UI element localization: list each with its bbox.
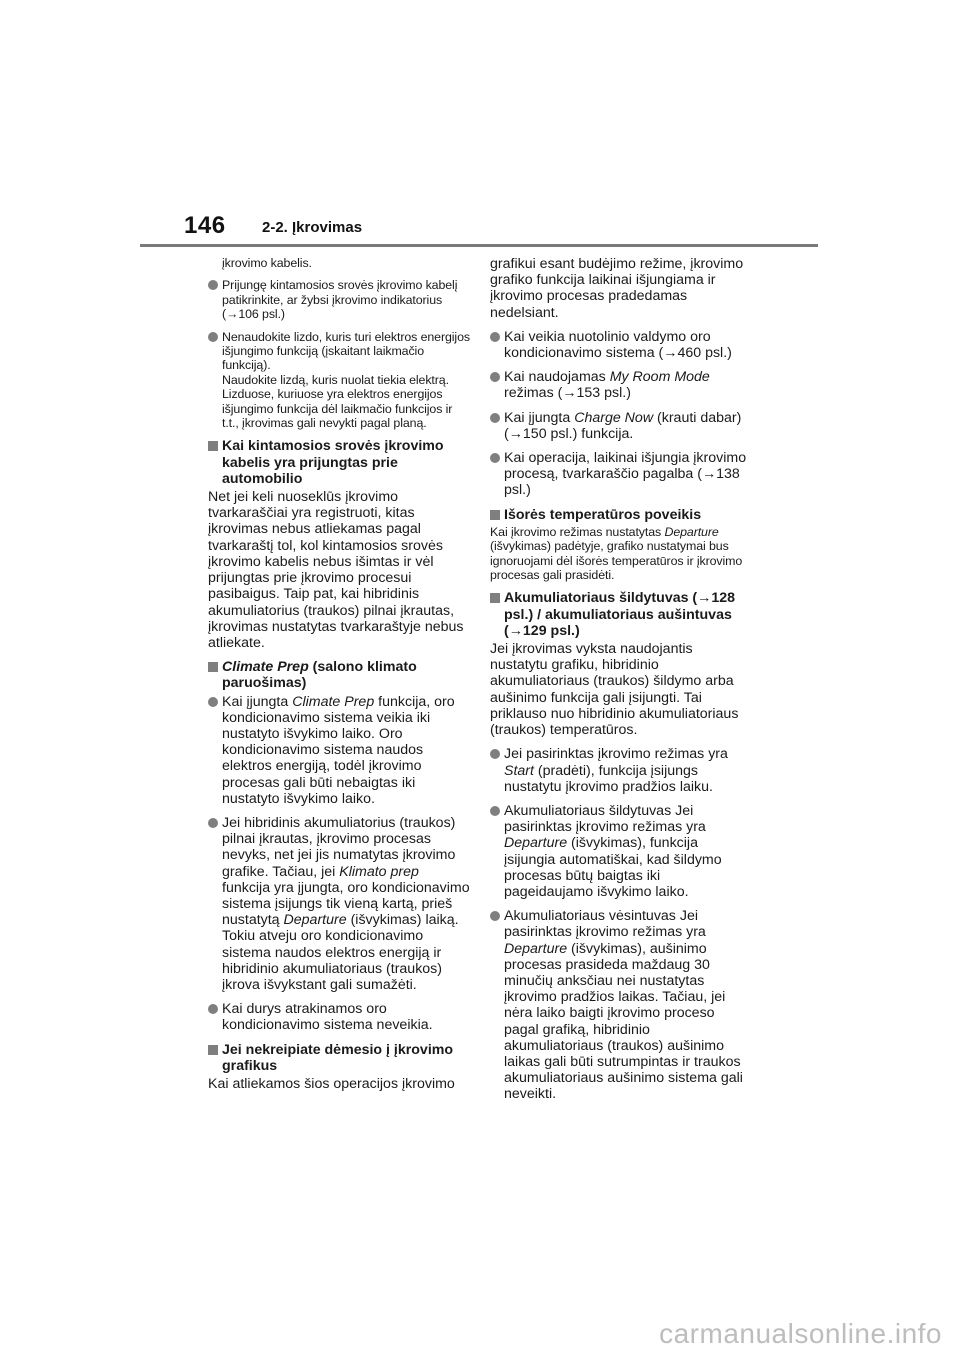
square-bullet-icon [208, 662, 218, 672]
bullet-dot-icon [490, 453, 500, 463]
subheading: Kai kintamosios srovės įkrovimo kabelis yra prijungtas prie automobilio [208, 438, 470, 487]
bullet-item: Kai operacija, laikinai išjungia įkrovimo procesą, tvarkaraščio pagalba (→138 psl.) [490, 450, 752, 499]
subheading: Jei nekreipiate dėmesio į įkrovimo grafikus [208, 1042, 470, 1074]
bullet-dot-icon [490, 413, 500, 423]
bullet-dot-icon [490, 806, 500, 816]
bullet-dot-icon [208, 818, 218, 828]
bullet-dot-icon [208, 1004, 218, 1014]
header-rule [140, 244, 818, 247]
bullet-item: Kai naudojamas My Room Mode režimas (→153 psl.) [490, 369, 752, 401]
bullet-dot-icon [490, 372, 500, 382]
bullet-item: Kai įjungta Climate Prep funkcija, oro kondicionavimo sistema veikia iki nustatyto išvykimo laiko. Oro kondicionavimo sistema naudos elektros energiją, todėl įkrovimo procesas gali būti nebaigtas iki nustatyto išvykimo laiko. [208, 694, 470, 807]
paragraph: Net jei keli nuoseklūs įkrovimo tvarkaraščiai yra registruoti, kitas įkrovimas nebus atliekamas pagal tvarkaraštį tol, kol kintamosios srovės įkrovimo kabelis nebus išimtas ir vėl prijungtas prie įkrovimo procesui pasibaigus. Taip pat, kai hibridinis akumuliatorius (traukos) pilnai įkrautas, įkrovimas nustatytas tvarkaraštyje nebus atliekate. [208, 489, 464, 651]
bullet-dot-icon [208, 332, 218, 342]
bullet-text: Nenaudokite lizdo, kuris turi elektros energijos išjungimo funkciją (įskaitant laikmačio funkciją). [222, 329, 470, 373]
left-column [208, 256, 470, 1092]
section-title: 2-2. Įkrovimas [262, 219, 363, 236]
bullet-item: Kai durys atrakinamos oro kondicionavimo sistema neveikia. [208, 1001, 470, 1033]
page-number: 146 [184, 212, 226, 239]
bullet-item: Akumuliatoriaus šildytuvas Jei pasirinktas įkrovimo režimas yra Departure (išvykimas), funkcija įsijungia automatiškai, kad šildymo procesas būtų baigtas iki pageidaujamo išvykimo laiko. [490, 803, 752, 900]
bullet-item: Jei pasirinktas įkrovimo režimas yra Start (pradėti), funkcija įsijungs nustatytu įkrovimo pradžios laiku. [490, 746, 752, 795]
page-header [0, 212, 960, 246]
bullet-item: Akumuliatoriaus vėsintuvas Jei pasirinktas įkrovimo režimas yra Departure (išvykimas), aušinimo procesas prasideda maždaug 30 minučių anksčiau nei nustatytas įkrovimo pradžios laikas. Tačiau, jei nėra laiko baigti įkrovimo proceso pagal grafiką, hibridinio akumuliatoriaus (traukos) aušinimo laikas gali būti sutrumpintas ir traukos akumuliatoriaus aušinimo sistema gali neveikti. [490, 908, 752, 1102]
right-column [490, 256, 752, 1111]
square-bullet-icon [490, 593, 500, 603]
bullet-item [208, 330, 470, 431]
bullet-item: Kai įjungta Charge Now (krauti dabar) (→150 psl.) funkcija. [490, 410, 752, 442]
bullet-item [208, 278, 470, 321]
bullet-item: Kai veikia nuotolinio valdymo oro kondicionavimo sistema (→460 psl.) [490, 329, 752, 361]
bullet-text: Prijungę kintamosios srovės įkrovimo kabelį patikrinkite, ar žybsi įkrovimo indikatorius (→106 psl.) [222, 278, 458, 322]
paragraph: Kai įkrovimo režimas nustatytas Departure (išvykimas) padėtyje, grafiko nustatymai bus ignoruojami dėl išorės temperatūros ir įkrovimo procesas gali prasidėti. [490, 524, 743, 583]
subheading: Climate Prep (salono klimato paruošimas) [208, 659, 470, 691]
square-bullet-icon [490, 510, 500, 520]
bullet-dot-icon [208, 280, 218, 290]
continued-text: įkrovimo kabelis. [222, 256, 312, 270]
bullet-dot-icon [490, 332, 500, 342]
bullet-dot-icon [208, 697, 218, 707]
watermark: carmanualsonline.info [659, 1318, 942, 1349]
bullet-text: Naudokite lizdą, kuris nuolat tiekia elektrą. Lizduose, kuriuose yra elektros energijos išjungimo funkcija dėl laikmačio funkcijos ir t.t., įkrovimas gali nevykti pagal planą. [222, 372, 453, 431]
square-bullet-icon [208, 1045, 218, 1055]
bullet-dot-icon [490, 749, 500, 759]
subheading: Akumuliatoriaus šildytuvas (→128 psl.) / akumuliatoriaus aušintuvas (→129 psl.) [490, 590, 752, 639]
bullet-item: Jei hibridinis akumuliatorius (traukos) pilnai įkrautas, įkrovimo procesas nevyks, net jei jis numatytas įkrovimo grafike. Tačiau, jei Klimato prep funkcija yra įjungta, oro kondicionavimo sistema įsijungs tik vieną kartą, prieš nustatytą Departure (išvykimas) laiką. Tokiu atveju oro kondicionavimo sistema naudos elektros energiją ir hibridinio akumuliatoriaus (traukos) įkrova išvykstant gali sumažėti. [208, 815, 470, 993]
bullet-dot-icon [490, 911, 500, 921]
paragraph: Kai atliekamos šios operacijos įkrovimo [208, 1075, 455, 1092]
subheading: Išorės temperatūros poveikis [490, 507, 752, 523]
square-bullet-icon [208, 441, 218, 451]
paragraph: Jei įkrovimas vyksta naudojantis nustatytu grafiku, hibridinio akumuliatoriaus (traukos) šildymo arba aušinimo funkcija gali įsijungti. Tai priklauso nuo hibridinio akumuliatoriaus (traukos) temperatūros. [490, 641, 739, 739]
continued-text: grafikui esant budėjimo režime, įkrovimo grafiko funkcija laikinai išjungiama ir įkrovimo procesas pradedamas nedelsiant. [490, 256, 744, 321]
